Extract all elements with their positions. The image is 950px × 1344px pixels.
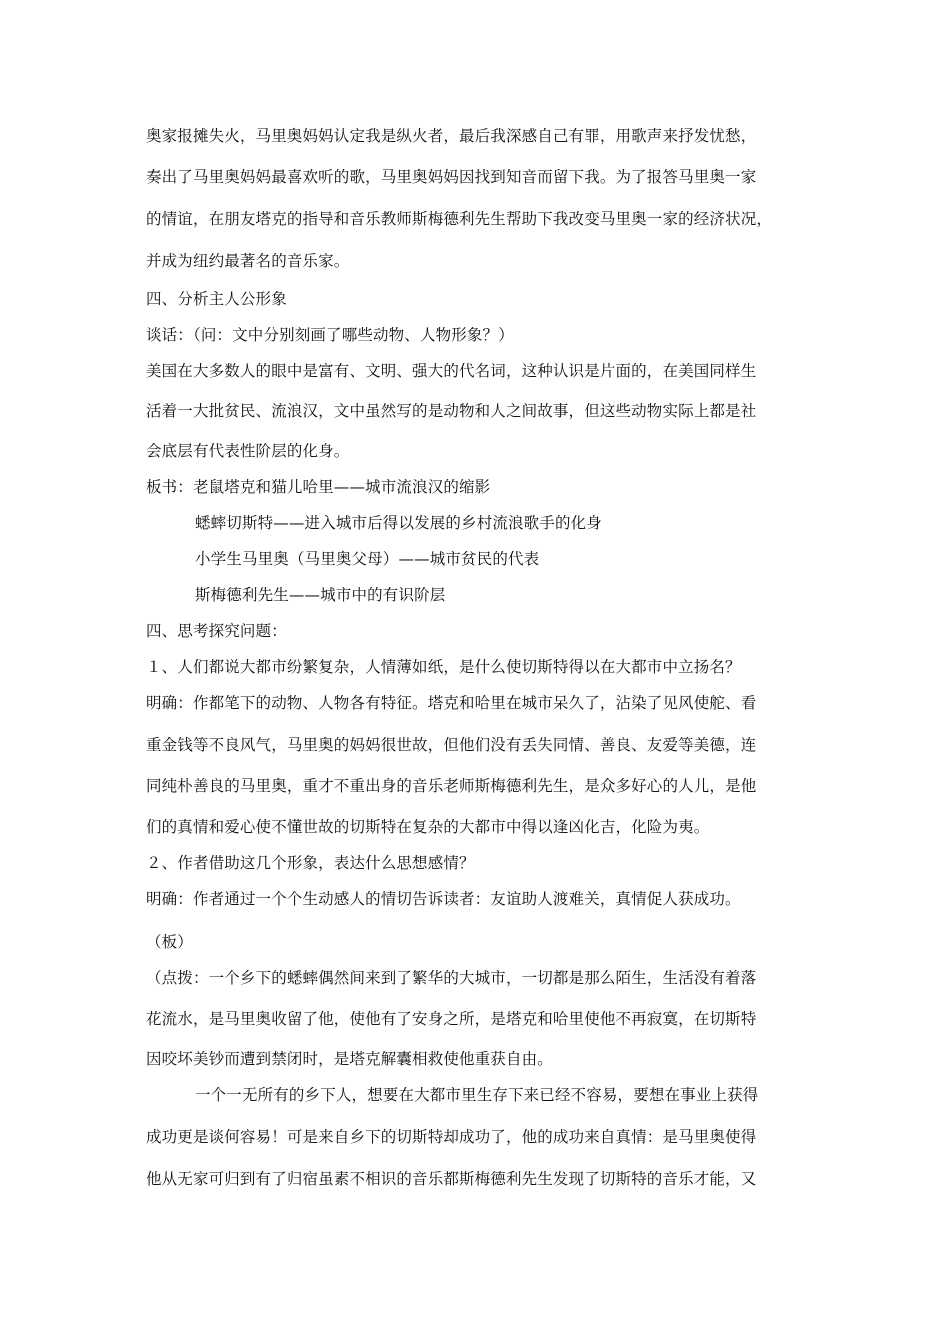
paragraph-line: 奏出了马里奥妈妈最喜欢听的歌，马里奥妈妈因找到知音而留下我。为了报答马里奥一家	[146, 168, 757, 186]
paragraph-line: （点拨：一个乡下的蟋蟀偶然间来到了繁华的大城市，一切都是那么陌生，生活没有着落	[146, 969, 757, 987]
paragraph-line: 成功更是谈何容易！可是来自乡下的切斯特却成功了，他的成功来自真情：是马里奥使得	[146, 1128, 757, 1146]
paragraph-line: 因咬坏美钞而遭到禁闭时，是塔克解囊相救使他重获自由。	[146, 1050, 553, 1068]
paragraph-line: （板）	[146, 933, 193, 951]
section-heading: 四、分析主人公形象	[146, 290, 287, 308]
paragraph-line: 同纯朴善良的马里奥，重才不重出身的音乐老师斯梅德利先生，是众多好心的人儿，是他	[146, 777, 757, 795]
paragraph-line: 重金钱等不良风气，马里奥的妈妈很世故，但他们没有丢失同情、善良、友爱等美德，连	[146, 736, 757, 754]
paragraph-line: 谈话：（问：文中分别刻画了哪些动物、人物形象？）	[146, 326, 514, 344]
paragraph-line: 活着一大批贫民、流浪汉，文中虽然写的是动物和人之间故事，但这些动物实际上都是社	[146, 402, 757, 420]
paragraph-line: 的情谊，在朋友塔克的指导和音乐教师斯梅德利先生帮助下我改变马里奥一家的经济状况，	[146, 210, 773, 228]
paragraph-line: 并成为纽约最著名的音乐家。	[146, 252, 350, 270]
question-line: １、人们都说大都市纷繁复杂，人情薄如纸，是什么使切斯特得以在大都市中立扬名？	[146, 658, 741, 676]
question-line: ２、作者借助这几个形象，表达什么思想感情？	[146, 854, 475, 872]
board-note-line: 板书：老鼠塔克和猫儿哈里——城市流浪汉的缩影	[146, 478, 491, 496]
section-heading: 四、思考探究问题：	[146, 622, 287, 640]
paragraph-line: 们的真情和爱心使不懂世故的切斯特在复杂的大都市中得以逢凶化吉，化险为夷。	[146, 818, 710, 836]
board-note-line: 蟋蟀切斯特——进入城市后得以发展的乡村流浪歌手的化身	[195, 514, 602, 532]
paragraph-line: 一个一无所有的乡下人，想要在大都市里生存下来已经不容易，要想在事业上获得	[195, 1086, 759, 1104]
paragraph-line: 花流水，是马里奥收留了他，使他有了安身之所，是塔克和哈里使他不再寂寞，在切斯特	[146, 1010, 757, 1028]
board-note-line: 小学生马里奥（马里奥父母）——城市贫民的代表	[195, 550, 540, 568]
paragraph-line: 他从无家可归到有了归宿虽素不相识的音乐都斯梅德利先生发现了切斯特的音乐才能，又	[146, 1170, 757, 1188]
paragraph-line: 明确：作都笔下的动物、人物各有特征。塔克和哈里在城市呆久了，沾染了见风使舵、看	[146, 694, 757, 712]
paragraph-line: 美国在大多数人的眼中是富有、文明、强大的代名词，这种认识是片面的，在美国同样生	[146, 362, 757, 380]
paragraph-line: 明确：作者通过一个个生动感人的情切告诉读者：友谊助人渡难关，真情促人获成功。	[146, 890, 741, 908]
board-note-line: 斯梅德利先生——城市中的有识阶层	[195, 586, 446, 604]
paragraph-line: 会底层有代表性阶层的化身。	[146, 442, 350, 460]
paragraph-line: 奥家报摊失火，马里奥妈妈认定我是纵火者，最后我深感自己有罪，用歌声来抒发忧愁，	[146, 127, 757, 145]
